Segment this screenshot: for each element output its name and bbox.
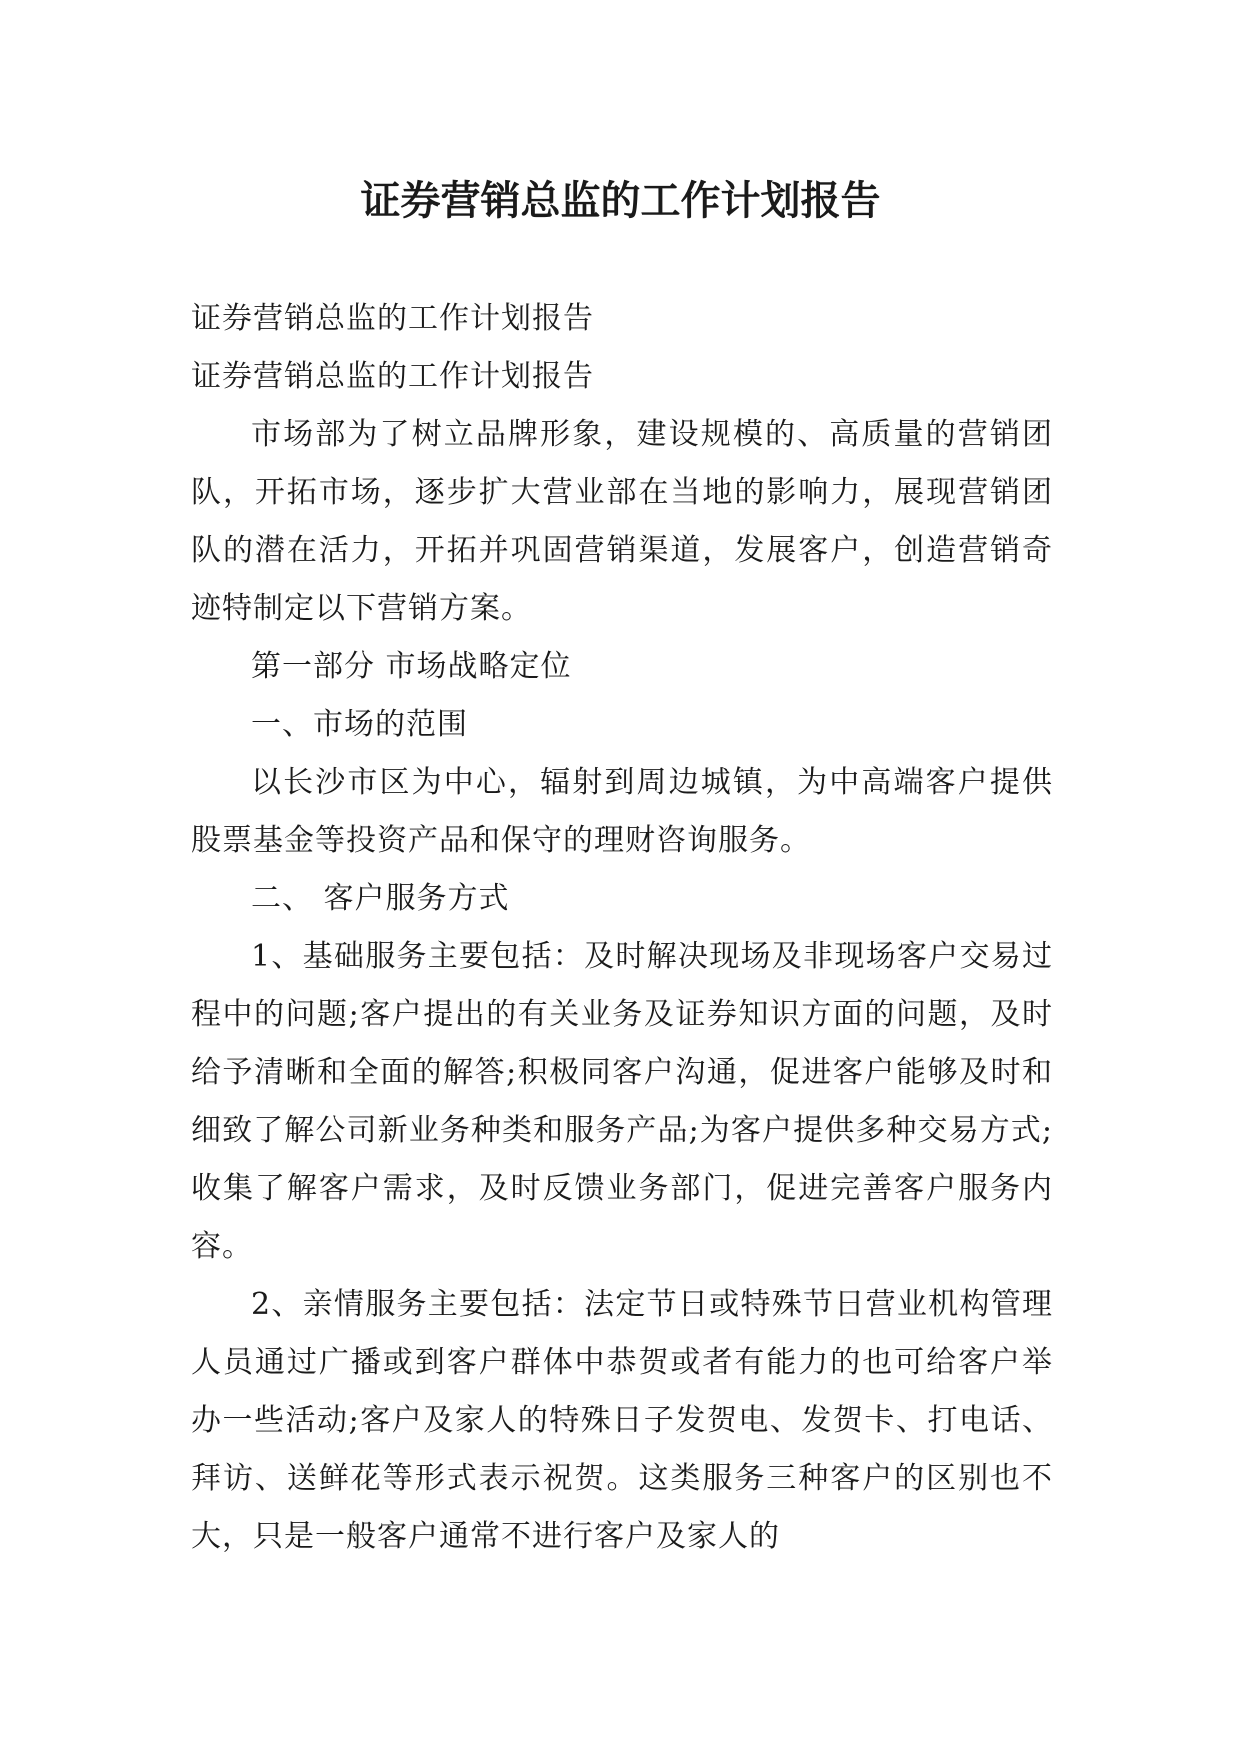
subsection-heading-market-scope: 一、市场的范围 bbox=[251, 707, 468, 742]
paragraph-family-service: 2、亲情服务主要包括：法定节日或特殊节日营业机构管理人员通过广播或到客户群体中恭贺或者有能力的也可给客户举办一些活动;客户及家人的特殊日子发贺电、发贺卡、打电话、拜访、送鲜花等形式表示祝贺。这类服务三种客户的区别也不大，只是一般客户通常不进行客户及家人的 bbox=[191, 1287, 1053, 1554]
paragraph-heading-1: 证券营销总监的工作计划报告 bbox=[191, 301, 594, 336]
paragraph-market-scope: 以长沙市区为中心，辐射到周边城镇，为中高端客户提供股票基金等投资产品和保守的理财咨询服务。 bbox=[191, 765, 1053, 858]
section-heading-part-1: 第一部分 市场战略定位 bbox=[251, 649, 572, 684]
document-body bbox=[191, 290, 1053, 1566]
subsection-heading-service: 二、 客户服务方式 bbox=[251, 881, 510, 916]
paragraph-intro: 市场部为了树立品牌形象，建设规模的、高质量的营销团队，开拓市场，逐步扩大营业部在当地的影响力，展现营销团队的潜在活力，开拓并巩固营销渠道，发展客户，创造营销奇迹特制定以下营销方案。 bbox=[191, 417, 1053, 626]
paragraph-heading-2: 证券营销总监的工作计划报告 bbox=[191, 359, 594, 394]
document-title: 证券营销总监的工作计划报告 bbox=[360, 176, 881, 224]
paragraph-basic-service: 1、基础服务主要包括：及时解决现场及非现场客户交易过程中的问题;客户提出的有关业务及证券知识方面的问题，及时给予清晰和全面的解答;积极同客户沟通，促进客户能够及时和细致了解公司新业务种类和服务产品;为客户提供多种交易方式;收集了解客户需求，及时反馈业务部门，促进完善客户服务内容。 bbox=[191, 939, 1053, 1264]
